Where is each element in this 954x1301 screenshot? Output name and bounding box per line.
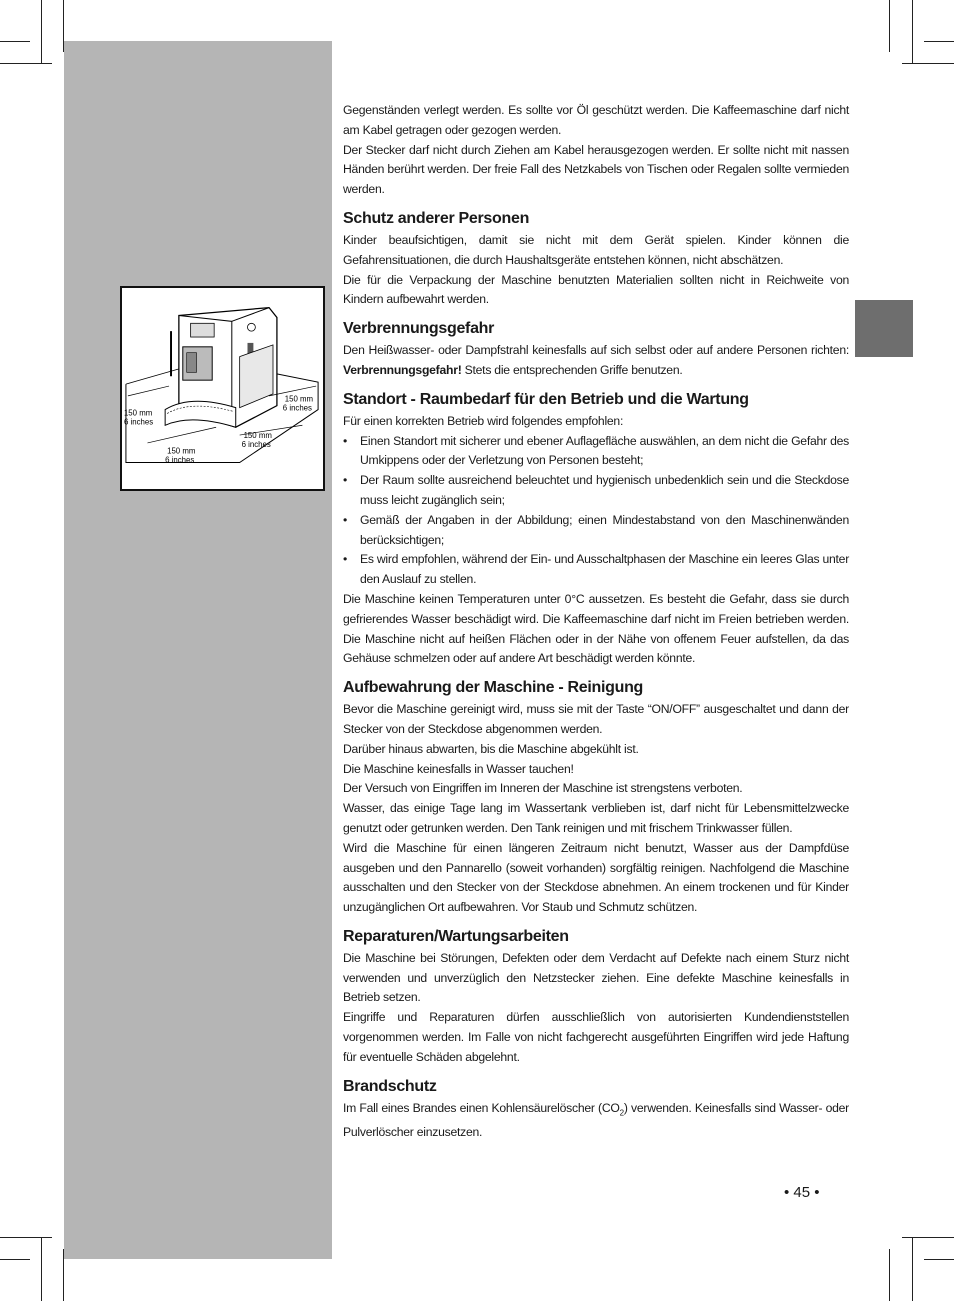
paragraph: Bevor die Maschine gereinigt wird, muss sie mit der Taste “ON/OFF” ausgeschaltet und dann der Stecker von der Steckdose abgenommen werden. — [343, 702, 849, 736]
section-heading-brandschutz: Brandschutz — [343, 1077, 437, 1095]
list-item: • Der Raum sollte ausreichend beleuchtet und hygienisch unbedenklich sein und die Steckdose muss leicht zugänglich sein; — [343, 471, 849, 511]
crop-mark — [912, 1238, 913, 1301]
paragraph: Darüber hinaus abwarten, bis die Maschine abgekühlt ist. — [343, 741, 639, 756]
crop-mark — [902, 1237, 954, 1238]
label-front-right-in: 6 inches — [241, 439, 271, 449]
paragraph — [343, 341, 849, 381]
crop-mark — [0, 41, 30, 42]
crop-mark — [0, 1237, 52, 1238]
paragraph: Die Maschine keinesfalls in Wasser tauchen! — [343, 761, 574, 776]
label-right-in: 6 inches — [282, 403, 312, 413]
label-front-right-mm: 150 mm — [243, 431, 272, 441]
label-front-left-in: 6 inches — [165, 455, 195, 465]
crop-mark — [889, 0, 890, 52]
crop-mark — [924, 1259, 954, 1260]
crop-mark — [41, 1238, 42, 1301]
section-heading-reparaturen: Reparaturen/Wartungsarbeiten — [343, 927, 569, 945]
crop-mark — [0, 63, 52, 64]
chapter-tab — [855, 300, 913, 357]
paragraph: Der Versuch von Eingriffen im Inneren der Maschine ist strengstens verboten. — [343, 781, 743, 796]
crop-mark — [0, 1259, 30, 1260]
crop-mark — [924, 41, 954, 42]
coffee-machine-illustration — [122, 288, 323, 489]
section-heading-aufbewahrung: Aufbewahrung der Maschine - Reinigung — [343, 679, 644, 697]
crop-mark — [902, 63, 954, 64]
paragraph: Die für die Verpackung der Maschine benutzten Materialien sollten nicht in Reichweite von Kindern aufbewahrt werden. — [343, 272, 849, 307]
text: Stets die entsprechenden Griffe benutzen. — [461, 362, 683, 377]
label-left-in: 6 inches — [123, 417, 154, 427]
label-front-left-mm: 150 mm — [167, 446, 196, 456]
warning-text: Verbrennungsgefahr! — [343, 362, 462, 377]
paragraph — [343, 1099, 849, 1143]
list-item: • Einen Standort mit sicherer und ebener Auflagefläche auswählen, an dem nicht die Gefahr des Umkippens oder der Verletzung von Personen besteht; — [343, 432, 849, 472]
label-left-mm: 150 mm — [123, 408, 153, 418]
paragraph: Die Maschine bei Störungen, Defekten oder dem Verdacht auf Defekte nach einem Sturz nicht verwenden und unverzüglich den Netzstecker ziehen. Eine defekte Maschine keinesfalls in Betrieb setzen. — [343, 950, 849, 1005]
intro-paragraph: Der Stecker darf nicht durch Ziehen am Kabel herausgezogen werden. Er sollte nicht mit nassen Händen berührt werden. Der freie Fall des Netzkabels von Tischen oder Regalen sollte vermieden werden. — [343, 142, 849, 197]
left-margin-column — [64, 41, 332, 1259]
section-heading-verbrennung: Verbrennungsgefahr — [343, 320, 495, 338]
paragraph: Wasser, das einige Tage lang im Wassertank verblieben ist, darf nicht für Lebensmittelzwecke genutzt oder getrunken werden. Den Tank reinigen und mit frischem Trinkwasser füllen. — [343, 801, 849, 835]
label-right-mm: 150 mm — [284, 394, 314, 404]
text: Den Heißwasser- oder Dampfstrahl keinesfalls auf sich selbst oder auf andere Personen richten: — [343, 343, 849, 358]
crop-mark — [889, 1249, 890, 1301]
bullet-list — [343, 432, 849, 590]
page-number: • 45 • — [784, 1184, 820, 1201]
paragraph: Wird die Maschine für einen längeren Zeitraum nicht benutzt, Wasser aus der Dampfdüse ausgeben und den Pannarello (soweit vorhanden) sorgfältig reinigen. Nachfolgend die Maschine ausschalten und den Stecker von der Steckdose abnehmen. An einem trockenen und für Kinder unzugänglichen Ort aufbewahren. Vor Staub und Schmutz schützen. — [343, 840, 849, 915]
paragraph: Kinder beaufsichtigen, damit sie nicht mit dem Gerät spielen. Kinder können die Gefahrensituationen, die durch Haushaltsgeräte entstehen können, nicht abschätzen. — [343, 232, 849, 267]
clearance-figure — [120, 286, 325, 491]
main-text — [343, 101, 849, 1143]
crop-mark — [41, 0, 42, 63]
paragraph: Die Maschine keinen Temperaturen unter 0°C aussetzen. Es besteht die Gefahr, dass sie durch gefrierendes Wasser beschädigt wird. Die Kaffeemaschine darf nicht im Freien betrieben werden. Die Maschine nicht auf heißen Flächen oder in der Nähe von offenem Feuer aufstellen, da das Gehäuse schmelzen oder auf andere Art beschädigt werden könnte. — [343, 591, 849, 666]
crop-mark — [912, 0, 913, 63]
text: ) verwenden. Keinesfalls sind Wasser- oder Pulverlöscher einzusetzen. — [343, 1100, 849, 1139]
paragraph: Für einen korrekten Betrieb wird folgendes empfohlen: — [343, 413, 624, 428]
text: Im Fall eines Brandes einen Kohlensäurelöscher (CO — [343, 1100, 620, 1115]
subscript: 2 — [619, 1108, 624, 1118]
list-item: • Gemäß der Angaben in der Abbildung; einen Mindestabstand von den Maschinenwänden berücksichtigen; — [343, 511, 849, 551]
paragraph: Eingriffe und Reparaturen dürfen ausschließlich von autorisierten Kundendienststellen vorgenommen werden. Im Falle von nicht fachgerecht ausgeführten Eingriffen wird jede Haftung für eventuelle Schäden abgelehnt. — [343, 1010, 849, 1064]
list-item: • Es wird empfohlen, während der Ein- und Ausschaltphasen der Maschine ein leeres Glas unter den Auslauf zu stellen. — [343, 550, 849, 590]
section-heading-standort: Standort - Raumbedarf für den Betrieb und die Wartung — [343, 390, 749, 408]
section-heading-schutz: Schutz anderer Personen — [343, 209, 530, 227]
intro-paragraph: Gegenständen verlegt werden. Es sollte vor Öl geschützt werden. Die Kaffeemaschine darf nicht am Kabel getragen oder gezogen werden. — [343, 103, 849, 137]
